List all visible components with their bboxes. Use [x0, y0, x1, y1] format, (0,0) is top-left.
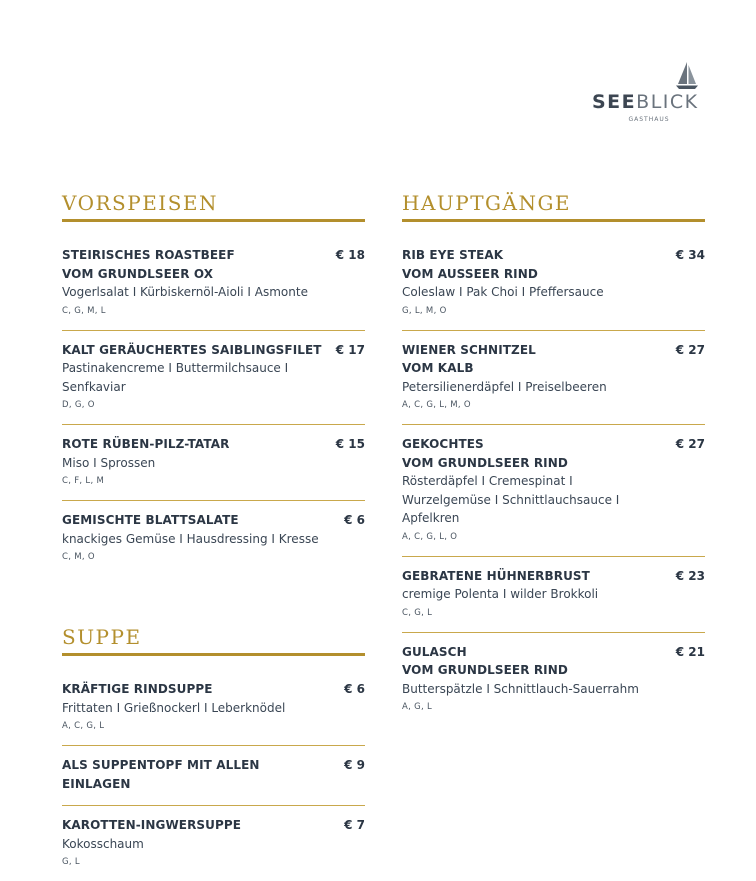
item-description: Kokosschaum	[62, 836, 144, 851]
item-name: WIENER SCHNITZEL VOM KALB	[402, 342, 536, 375]
menu-item	[402, 557, 705, 633]
item-allergens: A, G, L	[402, 702, 433, 712]
item-allergens: G, L, M, O	[402, 305, 447, 316]
item-description: knackiges Gemüse I Hausdressing I Kresse	[62, 531, 319, 546]
item-name: KAROTTEN-INGWERSUPPE	[62, 818, 242, 832]
item-description: Miso I Sprossen	[62, 455, 156, 470]
logo	[592, 60, 708, 124]
item-price: € 18	[335, 248, 365, 262]
sailboat-icon	[674, 60, 700, 90]
menu-item	[62, 242, 365, 331]
menu-item	[402, 331, 705, 426]
item-price: € 6	[344, 682, 365, 696]
item-allergens: A, C, G, L	[62, 721, 105, 731]
item-price: € 7	[344, 818, 365, 832]
item-description: cremige Polenta I wilder Brokkoli	[402, 587, 599, 601]
logo-wordmark	[592, 91, 708, 113]
item-name: KALT GERÄUCHERTES SAIBLINGSFILET	[62, 342, 322, 357]
item-description: Butterspätzle I Schnittlauch-Sauerrahm	[402, 681, 639, 696]
menu-item	[402, 242, 705, 331]
item-allergens: C, M, O	[62, 552, 95, 562]
item-price: € 34	[675, 248, 705, 262]
logo-subtitle: GASTHAUS	[628, 116, 670, 123]
item-allergens: A, C, G, L, M, O	[402, 400, 471, 410]
item-allergens: D, G, O	[62, 400, 95, 410]
menu-item	[62, 425, 365, 501]
item-price: € 6	[344, 513, 365, 527]
item-name: GEBRATENE HÜHNERBRUST	[402, 568, 590, 583]
item-description: Rösterdäpfel I Cremespinat I Wurzelgemüse I Schnittlauchsauce I Apfelkren	[402, 474, 620, 525]
item-description: Pastinakencreme I Buttermilchsauce I Senfkaviar	[62, 361, 289, 394]
section-title: VORSPEISEN	[62, 186, 365, 222]
menu-item	[62, 676, 365, 746]
item-name: ALS SUPPENTOPF MIT ALLEN EINLAGEN	[62, 758, 260, 791]
item-name: ROTE RÜBEN-PILZ-TATAR	[62, 437, 230, 451]
item-price: € 27	[675, 342, 705, 357]
item-name: GEMISCHTE BLATTSALATE	[62, 513, 239, 527]
menu-list	[62, 656, 365, 881]
section-hauptgaenge	[402, 186, 705, 726]
logo-brand-bold: SEE	[592, 91, 637, 113]
menu-list	[62, 222, 365, 576]
item-price: € 27	[675, 437, 705, 451]
section-vorspeisen	[62, 186, 365, 576]
menu-item	[62, 331, 365, 426]
item-name: GEKOCHTES VOM GRUNDLSEER RIND	[402, 437, 568, 470]
left-column	[62, 186, 365, 881]
menu-item	[402, 425, 705, 557]
item-description: Coleslaw I Pak Choi I Pfeffersauce	[402, 285, 604, 299]
item-name: GULASCH VOM GRUNDLSEER RIND	[402, 644, 568, 677]
menu-item	[62, 746, 365, 806]
item-allergens: C, F, L, M	[62, 476, 105, 486]
logo-brand-light: BLICK	[636, 91, 699, 113]
item-description: Petersilienerdäpfel I Preiselbeeren	[402, 379, 607, 394]
menu-list	[402, 222, 705, 726]
item-price: € 15	[335, 437, 365, 451]
item-description: Frittaten I Grießnockerl I Leberknödel	[62, 700, 286, 715]
section-suppe	[62, 620, 365, 881]
item-price: € 17	[335, 342, 365, 357]
item-price: € 23	[675, 568, 705, 583]
item-description: Vogerlsalat I Kürbiskernöl-Aioli I Asmonte	[62, 285, 308, 299]
section-title: HAUPTGÄNGE	[402, 186, 705, 222]
item-allergens: C, G, L	[402, 607, 433, 618]
section-title: SUPPE	[62, 620, 365, 656]
item-price: € 9	[344, 758, 365, 772]
menu-item	[62, 501, 365, 576]
item-allergens: G, L	[62, 857, 80, 867]
item-name: STEIRISCHES ROASTBEEF VOM GRUNDLSEER OX	[62, 248, 235, 281]
item-allergens: C, G, M, L	[62, 305, 106, 316]
item-name: RIB EYE STEAK VOM AUSSEER RIND	[402, 248, 538, 281]
item-price: € 21	[675, 644, 705, 659]
item-name: KRÄFTIGE RINDSUPPE	[62, 682, 213, 696]
item-allergens: A, C, G, L, O	[402, 531, 458, 542]
menu-item	[402, 633, 705, 727]
menu-item	[62, 806, 365, 881]
right-column	[402, 186, 705, 726]
